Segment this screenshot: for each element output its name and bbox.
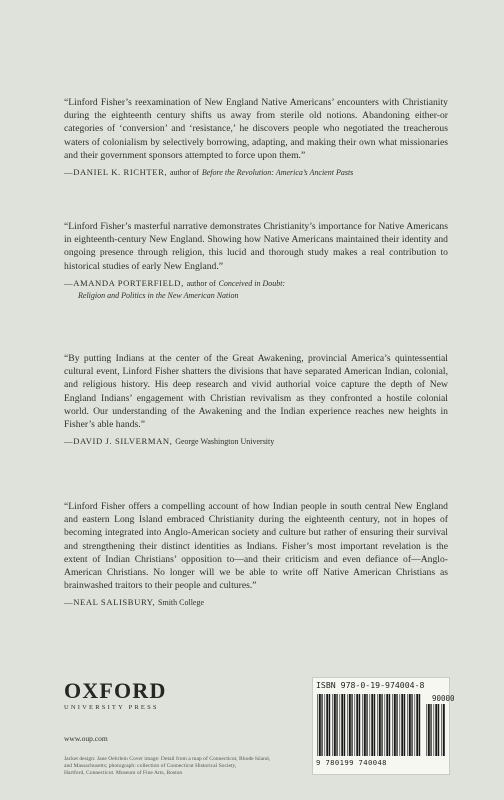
blurb-quote: “Linford Fisher’s reexamination of New England Native Americans’ encounters with Christianity during the eighteenth century shifts us away from sterile old notions. Abandoning either-or categories of ‘conversion’ and ‘resistance,’ he discovers people who negotiated the treacherous waters of colonialism by selectively borrowing, adapting, and making their own what missionaries and their government sponsors attempted to force upon them.” — [64, 97, 448, 161]
attribution-name: —DANIEL K. RICHTER, — [64, 167, 168, 178]
blurb-attribution — [64, 166, 448, 179]
isbn-label: ISBN 978-0-19-974004-8 — [316, 680, 425, 690]
attribution-name: —AMANDA PORTERFIELD, — [64, 277, 184, 288]
attribution-name: —NEAL SALISBURY, — [64, 597, 156, 608]
attribution-title: Before the Revolution: America’s Ancient Pasts — [201, 168, 354, 178]
publisher-url: www.oup.com — [64, 734, 108, 743]
attribution-prefix: author of — [186, 278, 216, 288]
attribution-prefix: George Washington University — [175, 437, 275, 447]
credits-line-1: Jacket design: Jane Oehrlein Cover image: Detail from a map of Connecticut, Rhode Island, — [64, 756, 271, 762]
blurb-attribution — [64, 277, 448, 290]
blurb-quote: “By putting Indians at the center of the Great Awakening, provincial America’s quintessential cultural event, Linford Fisher shatters the divisions that have separated American Indian, colonial, and religious history. His deep research and vivid authorial voice capture the depth of New England Indians’ engagement with Christian revivalism as they confronted a hostile colonial world. Our understanding of the Awakening and the Indian experience reaches new heights in Fisher’s able hands.” — [64, 353, 448, 431]
blurb-quote: “Linford Fisher offers a compelling account of how Indian people in south central New England and eastern Long Island embraced Christianity during the eighteenth century, not in hopes of becoming integrated into Anglo-American society and culture but rather of ensuring their survival and strengthening their distinct identities as Indians. Fisher’s most important revelation is the extent of Indian Christians’ opposition to—and their criticism and even defiance of—Anglo-American Christians. No longer will we be able to write off Native American Christians as brainwashed traitors to their people and cultures.” — [64, 501, 448, 592]
blurb-salisbury — [64, 500, 448, 609]
blurb-attribution — [64, 596, 448, 609]
attribution-prefix: author of — [169, 168, 200, 178]
jacket-credits — [64, 756, 314, 777]
blurb-silverman — [64, 352, 448, 448]
blurb-attribution — [64, 435, 448, 448]
publisher-subtitle: UNIVERSITY PRESS — [64, 704, 159, 711]
barcode-icon — [316, 694, 422, 756]
oxford-logo: OXFORD — [64, 678, 167, 703]
publisher-logo — [64, 680, 194, 712]
credits-line-2: and Massachusetts; photograph: collection of Connecticut Historical Society, — [64, 763, 237, 769]
credits-line-3: Hartford, Connecticut. Museum of Fine Arts, Boston — [64, 770, 183, 776]
attribution-name: —DAVID J. SILVERMAN, — [64, 436, 173, 447]
barcode-digits: 9 780199 740048 — [316, 758, 387, 767]
price-barcode-icon — [425, 704, 445, 756]
blurb-porterfield — [64, 220, 448, 301]
attribution-prefix: Smith College — [158, 598, 205, 608]
attribution-title-line2: Religion and Politics in the New American Nation — [78, 290, 239, 300]
blurb-quote: “Linford Fisher’s masterful narrative demonstrates Christianity’s importance for Native Americans in eighteenth-century New England. Showing how Native Americans maintained their identity and ongoing presence through religion, this lucid and thorough study makes a real contribution to historical studies of early New England.” — [64, 221, 448, 272]
price-code: 90000 — [432, 694, 455, 703]
attribution-title: Conceived in Doubt: — [218, 278, 286, 288]
blurb-richter — [64, 96, 448, 179]
